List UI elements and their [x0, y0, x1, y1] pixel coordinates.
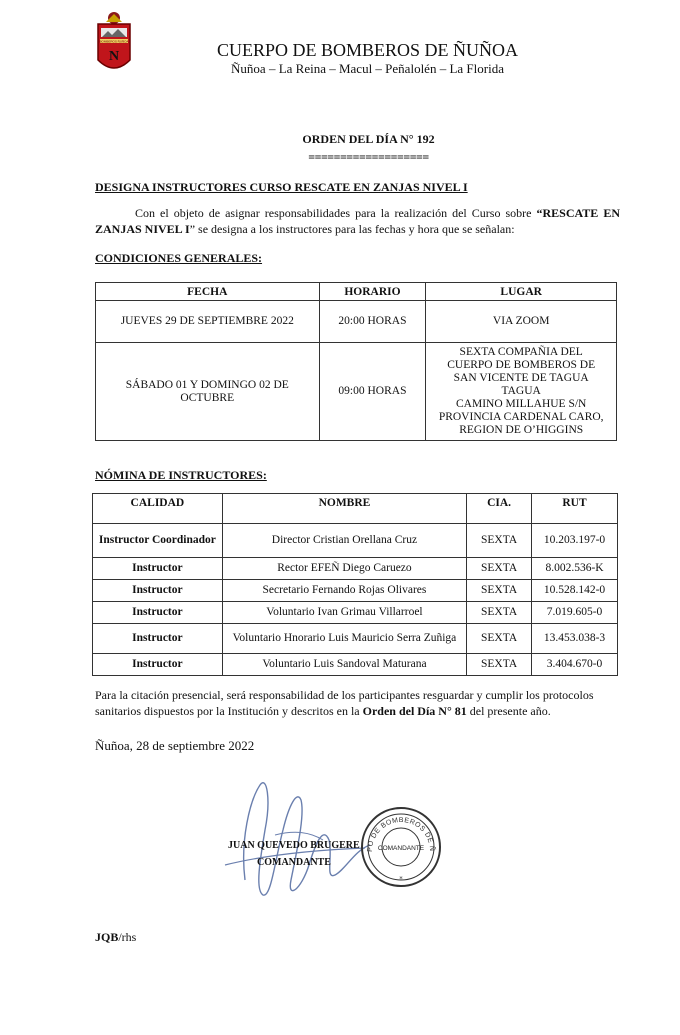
- cell-fecha: SÁBADO 01 Y DOMINGO 02 DE OCTUBRE: [96, 343, 320, 441]
- col-header-lugar: LUGAR: [426, 283, 617, 301]
- order-title: ORDEN DEL DÍA N° 192: [302, 132, 435, 146]
- intro-paragraph: Con el objeto de asignar responsabilidades para la realización del Curso sobre “RESCATE EN ZANJAS NIVEL I” se designa a los instructores para las fechas y hora que se señalan:: [95, 206, 620, 236]
- document-date: Ñuñoa, 28 de septiembre 2022: [95, 738, 255, 753]
- cell-rut: 10.528.142-0: [532, 580, 618, 602]
- col-header-rut: RUT: [532, 494, 618, 524]
- cell-cia: SEXTA: [467, 624, 532, 654]
- table-row: [96, 343, 617, 441]
- closing-paragraph: Para la citación presencial, será responsabilidad de los participantes resguardar y cumplir los protocolos sanitarios dispuestos por la Institución y descritos en la Orden del Día N° 81 del presente año.: [95, 688, 594, 718]
- instructors-table: [92, 493, 618, 676]
- col-header-cia: CIA.: [467, 494, 532, 524]
- cell-rut: 7.019.605-0: [532, 602, 618, 624]
- svg-text:N: N: [108, 49, 120, 64]
- conditions-title: CONDICIONES GENERALES:: [95, 251, 263, 265]
- col-header-calidad: CALIDAD: [93, 494, 223, 524]
- cell-cia: SEXTA: [467, 602, 532, 624]
- cell-lugar: VIA ZOOM: [426, 301, 617, 343]
- official-seal: [360, 806, 442, 888]
- col-header-fecha: FECHA: [96, 283, 320, 301]
- col-header-nombre: NOMBRE: [222, 494, 466, 524]
- table-row: [93, 580, 618, 602]
- table-row: [93, 558, 618, 580]
- order-subject: DESIGNA INSTRUCTORES CURSO RESCATE EN ZANJAS NIVEL I: [95, 180, 468, 194]
- cell-calidad: Instructor: [93, 602, 223, 624]
- cell-rut: 3.404.670-0: [532, 654, 618, 676]
- col-header-horario: HORARIO: [319, 283, 426, 301]
- organization-name: CUERPO DE BOMBEROS DE ÑUÑOA: [216, 40, 519, 60]
- cell-fecha: JUEVES 29 DE SEPTIEMBRE 2022: [96, 301, 320, 343]
- table-row: [93, 602, 618, 624]
- svg-text:*: *: [399, 875, 403, 883]
- cell-rut: 13.453.038-3: [532, 624, 618, 654]
- organization-cities: Ñuñoa – La Reina – Macul – Peñalolén – La Florida: [231, 61, 504, 76]
- cell-rut: 8.002.536-K: [532, 558, 618, 580]
- cell-nombre: Secretario Fernando Rojas Olivares: [222, 580, 466, 602]
- cell-calidad: Instructor Coordinador: [93, 524, 223, 558]
- cell-lugar: SEXTA COMPAÑIA DEL CUERPO DE BOMBEROS DE SAN VICENTE DE TAGUA TAGUA CAMINO MILLAHUE S/N PROVINCIA CARDENAL CARO, REGION DE O’HIGGINS: [426, 343, 617, 441]
- cell-calidad: Instructor: [93, 654, 223, 676]
- cell-calidad: Instructor: [93, 580, 223, 602]
- signer-role: COMANDANTE: [257, 857, 331, 868]
- table-row: [93, 624, 618, 654]
- cell-cia: SEXTA: [467, 654, 532, 676]
- cell-nombre: Voluntario Hnorario Luis Mauricio Serra Zuñiga: [222, 624, 466, 654]
- cell-nombre: Director Cristian Orellana Cruz: [222, 524, 466, 558]
- cell-horario: 09:00 HORAS: [319, 343, 426, 441]
- signer-name: JUAN QUEVEDO BRUGERE: [228, 840, 360, 851]
- svg-text:BOMBEROS ÑUÑOA: BOMBEROS ÑUÑOA: [99, 39, 129, 44]
- cell-calidad: Instructor: [93, 558, 223, 580]
- conditions-table: [95, 282, 617, 441]
- cell-rut: 10.203.197-0: [532, 524, 618, 558]
- svg-text:COMANDANTE: COMANDANTE: [377, 845, 425, 852]
- order-title-rule: ===================: [308, 150, 429, 164]
- table-row: [93, 654, 618, 676]
- cell-calidad: Instructor: [93, 624, 223, 654]
- instructors-header-row: [93, 494, 618, 524]
- cell-cia: SEXTA: [467, 580, 532, 602]
- author-initials: JQB/rhs: [95, 930, 137, 944]
- instructors-title: NÓMINA DE INSTRUCTORES:: [95, 468, 267, 482]
- cell-cia: SEXTA: [467, 558, 532, 580]
- cell-nombre: Voluntario Ivan Grimau Villarroel: [222, 602, 466, 624]
- svg-text:CUERPO DE BOMBEROS DE ÑUÑOA: PO DE BOMBEROS DE Ñ: [366, 816, 436, 853]
- table-row: [96, 301, 617, 343]
- cell-horario: 20:00 HORAS: [319, 301, 426, 343]
- cell-nombre: Rector EFEÑ Diego Caruezo: [222, 558, 466, 580]
- table-row: [93, 524, 618, 558]
- cell-cia: SEXTA: [467, 524, 532, 558]
- cell-nombre: Voluntario Luis Sandoval Maturana: [222, 654, 466, 676]
- conditions-header-row: [96, 283, 617, 301]
